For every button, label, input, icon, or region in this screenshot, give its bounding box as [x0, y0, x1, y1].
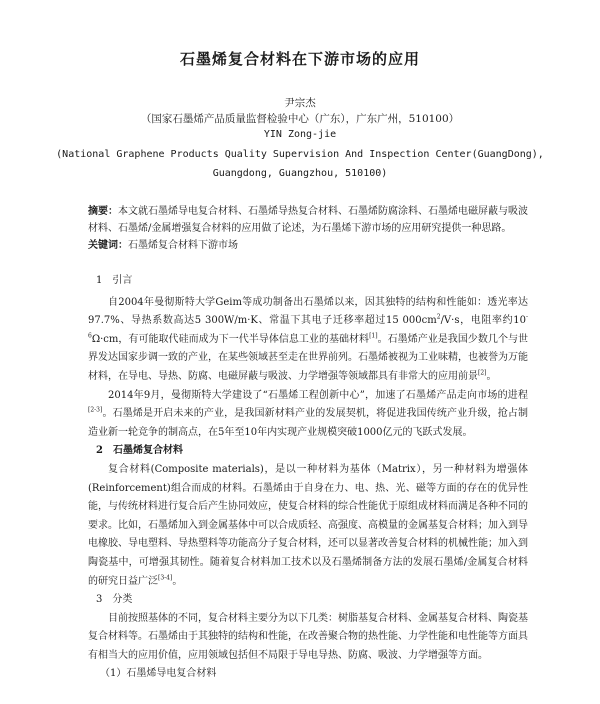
superscript: -6: [88, 313, 528, 340]
section-heading-composite: 2 石墨烯复合材料: [96, 445, 183, 457]
classification-paragraph: 目前按照基体的不同，复合材料主要分为以下几类：树脂基复合材料、金属基复合材料、陶瓷基复合材料等。石墨烯由于其独特的结构和性能，在改善聚合物的热性能、力学性能和电性能等方面具有相当大的应用价值，应用领域包括但不局限于导电导热、防腐、吸波、力学增强等方面。: [88, 612, 528, 661]
body-text: [88, 272, 528, 684]
keywords-text: 石墨烯复合材料下游市场: [128, 240, 238, 251]
abstract-text: 本文就石墨烯导电复合材料、石墨烯导热复合材料、石墨烯防腐涂料、石墨烯电磁屏蔽与吸波材料、石墨烯/金属增强复合材料的应用做了论述，为石墨烯下游市场的应用研究提供一种思路。: [88, 206, 528, 234]
section-heading-classification: 3 分类: [96, 594, 133, 606]
keywords-label: 关键词：: [88, 240, 128, 251]
citation: [2]: [478, 369, 487, 377]
affiliation-en-line1: (National Graphene Products Quality Supervision And Inspection Center(GuangDong),: [56, 149, 544, 160]
author-cn: 尹宗杰: [284, 97, 316, 109]
citation: [2-3]: [88, 406, 103, 414]
intro-p1-text-a: 自2004年曼彻斯特大学Geim等成功制备出石墨烯以来，因其独特的结构和性能如：透光率达97.7%、导热系数高达5 300W/m·K、常温下其电子迁移率超过15 000cm: [88, 296, 528, 327]
affiliation-en-line2: Guangdong, Guangzhou, 510100): [212, 168, 388, 179]
abstract-block: [88, 203, 528, 254]
keywords: [88, 237, 528, 254]
composite-text-a: 复合材料(Composite materials)，是以一种材料为基体（Matrix），另一种材料为增强体(Reinforcement)组合而成的材料。石墨烯由于自身在力、电、热、光、磁等方面的存在的优异性能，与传统材料进行复合后产生协同效应，使复合材料的综合性能优于原组成材料而满足各种不同的要求。比如，石墨烯加入到金属基体中可以合成质轻、高强度、高模量的金属基复合材料；加入到导电橡胶、导电塑料、导热塑料等功能高分子复合材料，还可以显著改善复合材料的机械性能；加入到陶瓷基中，可增强其韧性。随着复合材料加工技术以及石墨烯制备方法的发展石墨烯/金属复合材料的研究日益广泛: [88, 463, 528, 587]
composite-paragraph: [88, 461, 528, 591]
intro-p2-text-a: 2014年9月，曼彻斯特大学建设了“石墨烯工程创新中心”，加速了石墨烯产品走向市场的进程: [108, 389, 528, 401]
intro-p1-text-c: Ω·cm，有可能取代硅而成为下一代半导体信息工业的基础材料: [91, 333, 370, 345]
section-heading-intro: 1 引言: [96, 275, 133, 286]
affiliation-cn: （国家石墨烯产品质量监督检验中心（广东），广东广州，510100）: [140, 113, 460, 125]
composite-text-b: 。: [172, 575, 183, 587]
superscript: 2: [436, 313, 441, 321]
subsection-conductive: （1）石墨烯导电复合材料: [100, 668, 217, 680]
citation: [3-4]: [158, 574, 173, 582]
intro-paragraph-1: [88, 294, 528, 387]
abstract: [88, 203, 528, 237]
intro-p1-text-e: 。: [486, 370, 497, 382]
paper-title: 石墨烯复合材料在下游市场的应用: [179, 50, 420, 68]
intro-p1-text-d: 。石墨烯产业是我国少数几个与世界发达国家步调一致的产业，在某些领域甚至走在世界前列。石墨烯被视为工业味精，也被誉为万能材料，在导电、导热、防腐、电磁屏蔽与吸波、力学增强等领域都具有非常大的应用前景: [88, 333, 528, 382]
abstract-label: 摘要：: [88, 206, 118, 217]
intro-paragraph-2: [88, 387, 528, 443]
author-en: YIN Zong-jie: [263, 129, 337, 140]
intro-p2-text-b: 。石墨烯是开启未来的产业，是我国新材料产业的发展契机，将促进我国传统产业升级，抢占制造业新一轮竞争的制高点，在5年至10年内实现产业规模突破1000亿元的飞跃式发展。: [88, 408, 528, 438]
citation: [1]: [369, 332, 378, 340]
intro-p1-text-b: /V·s，电阻率约10: [440, 315, 526, 327]
